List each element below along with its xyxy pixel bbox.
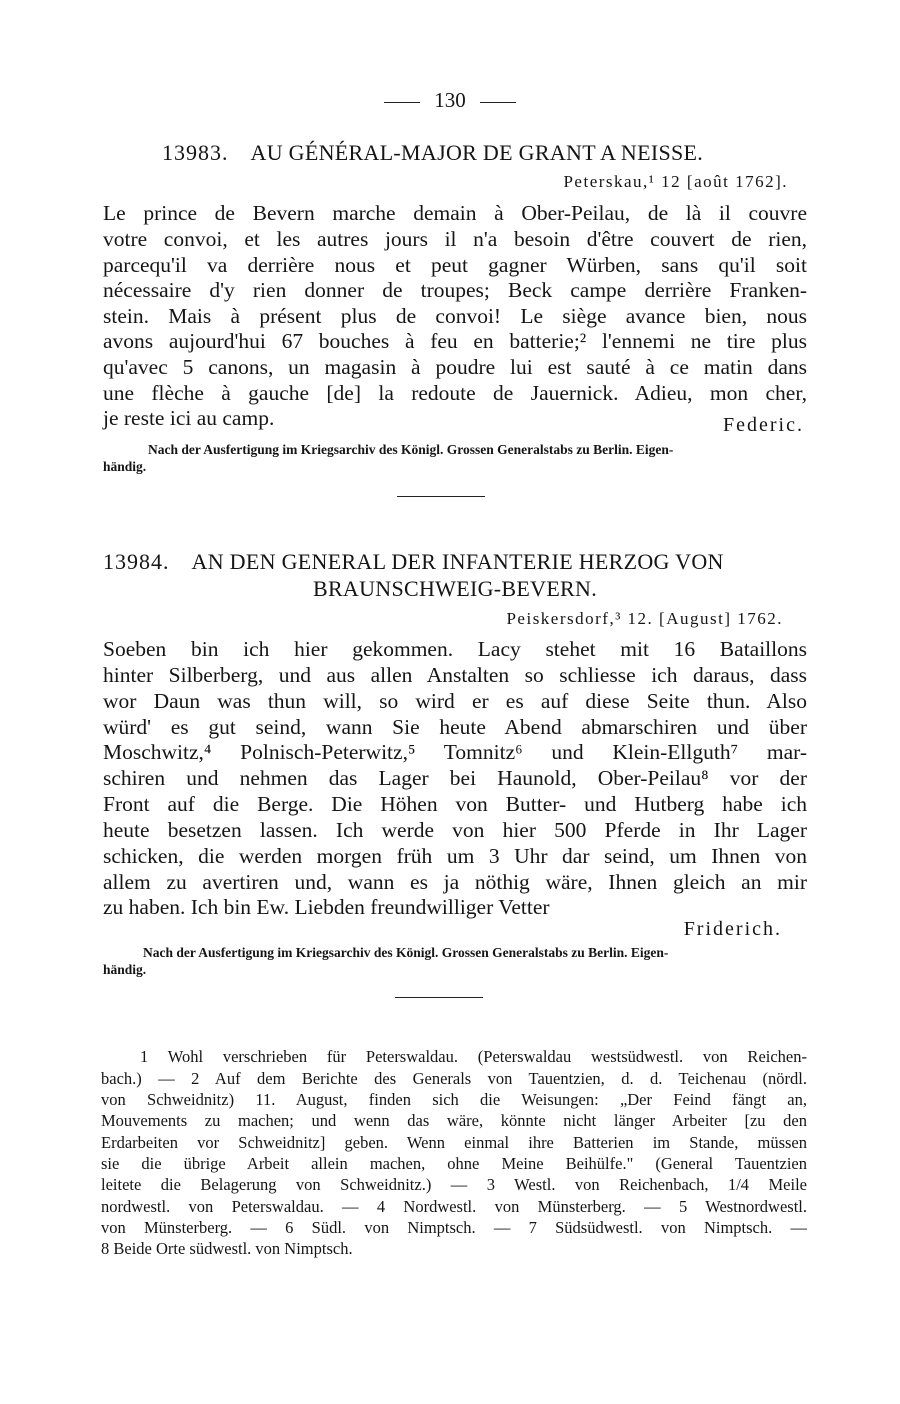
letter2-source-note: händig. (103, 962, 147, 977)
letter1-line: avons aujourd'hui 67 bouches à feu en batterie;² l'ennemi ne tire plus (103, 329, 807, 353)
letter1-line: qu'avec 5 canons, un magasin à poudre lui est sauté à ce matin dans (103, 355, 807, 379)
footnote-line: Mouvements zu machen; und wenn das wäre, könnte nicht länger Arbeiter [zu den (101, 1111, 807, 1130)
letter2-title-line2: BRAUNSCHWEIG-BEVERN. (312, 576, 598, 601)
letter1-signature: Federic. (723, 414, 804, 436)
footnote-line: leitete die Belagerung von Schweidnitz.) — 3 Westl. von Reichenbach, 1/4 Meile (101, 1175, 807, 1194)
letter1-line: Le prince de Bevern marche demain à Ober-Peilau, de là il couvre (103, 201, 807, 225)
section-divider (395, 997, 483, 998)
letter2-line: würd' es gut seind, wann Sie heute Abend abmarschiren und über (103, 715, 807, 739)
page-number-dash-right (480, 102, 516, 103)
footnote-line: Erdarbeiten vor Schweidnitz] geben. Wenn einmal ihre Batterien im Stande, müssen (101, 1133, 807, 1152)
letter2-line: allem zu avertiren und, wann es ja nöthig wäre, Ihnen gleich an mir (103, 870, 807, 894)
letter1-line: parcequ'il va derrière nous et peut gagner Würben, sans qu'il soit (103, 253, 807, 277)
letter1-line: une flèche à gauche [de] la redoute de Jauernick. Adieu, mon cher, (103, 381, 807, 405)
letter2-signature: Friderich. (683, 918, 782, 940)
letter2-heading (103, 549, 724, 575)
letter1-line: votre convoi, et les autres jours il n'a besoin d'être couvert de rien, (103, 227, 807, 251)
letter2-dateline: Peiskersdorf,³ 12. [August] 1762. (506, 609, 783, 628)
letter2-title: AN DEN GENERAL DER INFANTERIE HERZOG VON (191, 549, 724, 574)
letter1-number: 13983. (162, 140, 229, 165)
letter1-line: je reste ici au camp. (103, 406, 275, 430)
letter2-source-note: Nach der Ausfertigung im Kriegsarchiv des Königl. Grossen Generalstabs zu Berlin. Eigen- (143, 945, 669, 960)
letter2-line: heute besetzen lassen. Ich werde von hier 500 Pferde in Ihr Lager (103, 818, 807, 842)
footnote-line: 1 Wohl verschrieben für Peterswaldau. (Peterswaldau westsüdwestl. von Reichen- (140, 1047, 807, 1066)
page-number-dash-left (384, 102, 420, 103)
page-number-line (0, 88, 900, 113)
letter2-line: schiren und nehmen das Lager bei Haunold, Ober-Peilau⁸ vor der (103, 766, 807, 790)
letter2-line: schicken, die werden morgen früh um 3 Uhr dar seind, um Ihnen von (103, 844, 807, 868)
letter1-line: stein. Mais à présent plus de convoi! Le siège avance bien, nous (103, 304, 807, 328)
letter1-title: AU GÉNÉRAL-MAJOR DE GRANT A NEISSE. (250, 140, 704, 165)
section-divider (397, 496, 485, 497)
letter2-line: wor Daun was thun will, so wird er es auf diese Seite thun. Also (103, 689, 807, 713)
footnote-line: von Münsterberg. — 6 Südl. von Nimptsch. — 7 Südsüdwestl. von Nimptsch. — (101, 1218, 807, 1237)
letter1-source-note: Nach der Ausfertigung im Kriegsarchiv des Königl. Grossen Generalstabs zu Berlin. Eigen- (148, 442, 674, 457)
footnote-line: 8 Beide Orte südwestl. von Nimptsch. (101, 1239, 353, 1258)
letter2-number: 13984. (103, 549, 170, 574)
letter2-line: Front auf die Berge. Die Höhen von Butter- und Hutberg habe ich (103, 792, 807, 816)
letter1-heading (162, 140, 703, 166)
letter2-line: Soeben bin ich hier gekommen. Lacy stehet mit 16 Bataillons (103, 637, 807, 661)
letter1-line: nécessaire d'y rien donner de troupes; Beck campe derrière Franken- (103, 278, 807, 302)
footnote-line: nordwestl. von Peterswaldau. — 4 Nordwestl. von Münsterberg. — 5 Westnordwestl. (101, 1197, 807, 1216)
letter2-line: zu haben. Ich bin Ew. Liebden freundwilliger Vetter (103, 895, 550, 919)
letter1-source-note: händig. (103, 459, 147, 474)
page-number: 130 (434, 88, 466, 112)
letter2-line: hinter Silberberg, und aus allen Anstalten so schliesse ich daraus, dass (103, 663, 807, 687)
footnote-line: bach.) — 2 Auf dem Berichte des Generals von Tauentzien, d. d. Teichenau (nördl. (101, 1069, 807, 1088)
letter2-line: Moschwitz,⁴ Polnisch-Peterwitz,⁵ Tomnitz⁶ und Klein-Ellguth⁷ mar- (103, 740, 807, 764)
letter1-dateline: Peterskau,¹ 12 [août 1762]. (563, 172, 788, 191)
footnote-line: sie die übrige Arbeit allein machen, ohne Meine Beihülfe." (General Tauentzien (101, 1154, 807, 1173)
footnote-line: von Schweidnitz) 11. August, finden sich die Weisungen: „Der Feind fängt an, (101, 1090, 807, 1109)
